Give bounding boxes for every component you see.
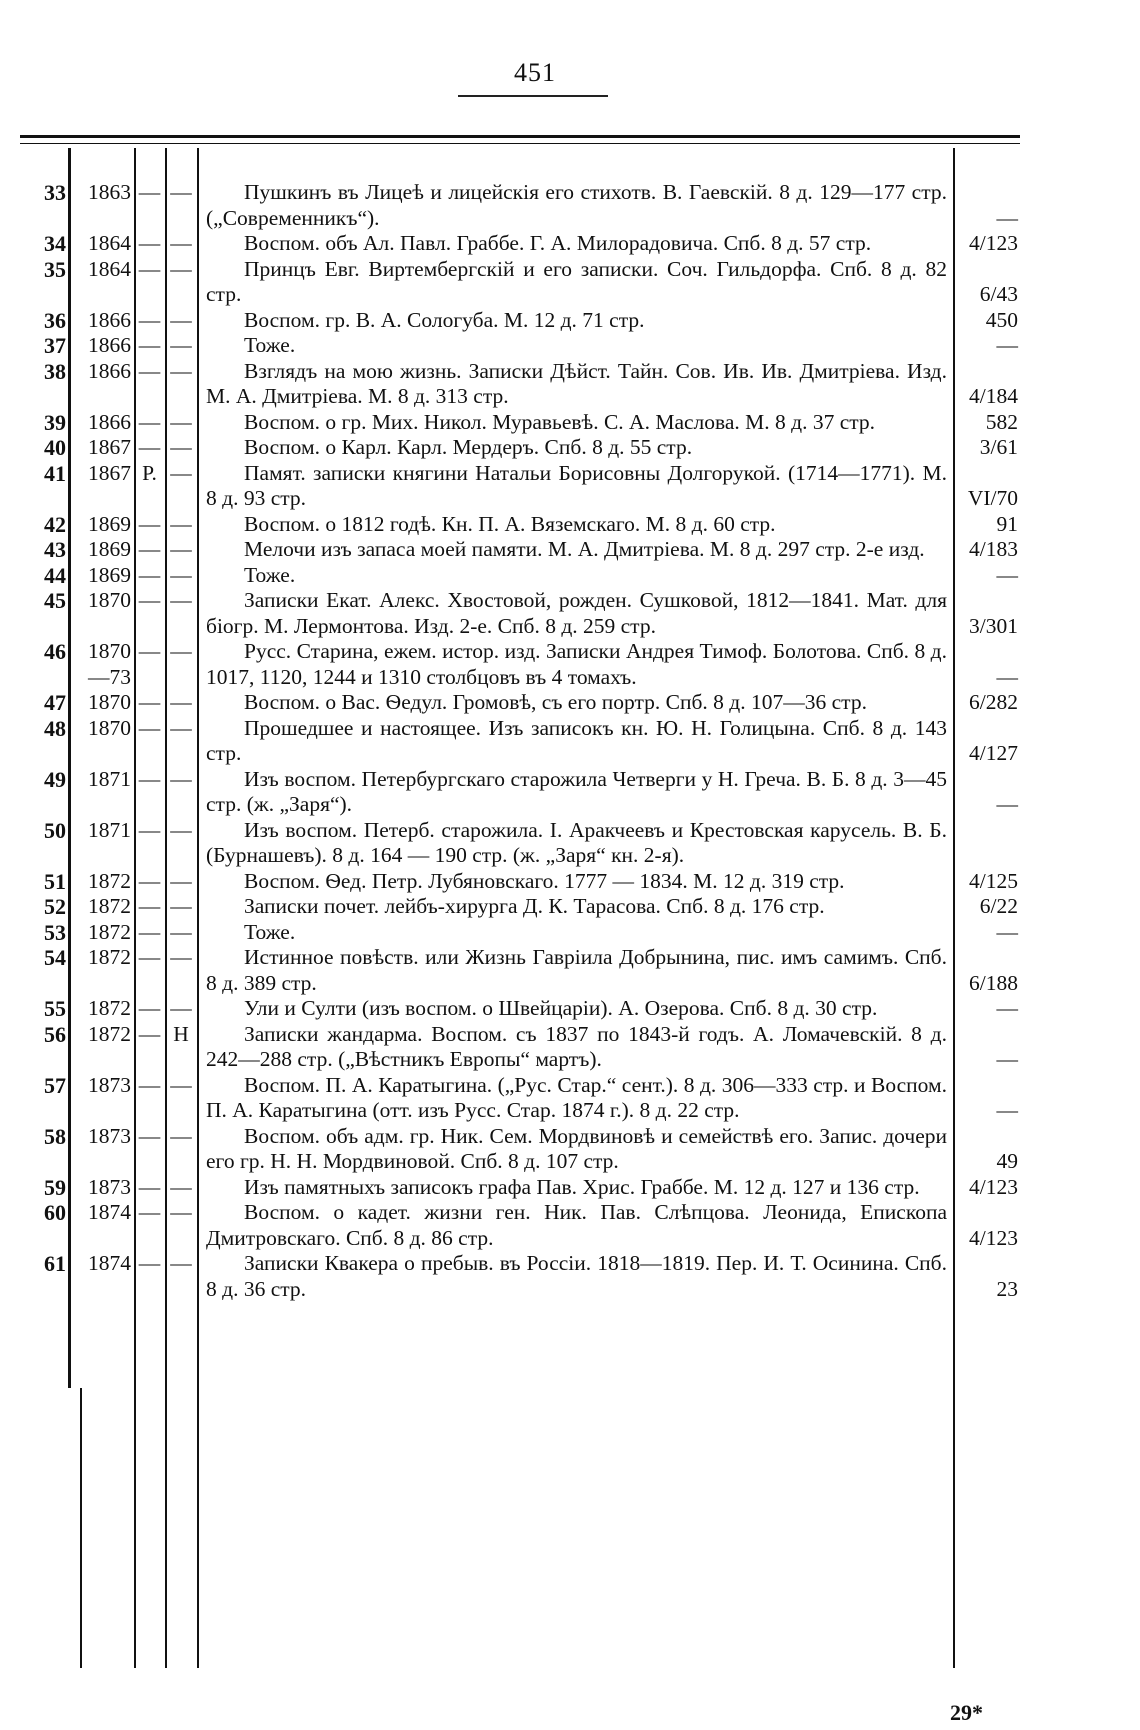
entry-mark-secondary: —	[170, 588, 192, 612]
entry-description: Изъ памятныхъ записокъ графа Пав. Хрис. Граббе. М. 12 д. 127 и 136 стр.	[244, 1174, 920, 1199]
bibliography-table	[0, 180, 1140, 1302]
table-row	[0, 1251, 1140, 1302]
entry-mark-secondary: —	[170, 894, 192, 918]
page-number-rule	[458, 95, 608, 97]
entry-mark-secondary: —	[170, 690, 192, 714]
entry-reference: —	[996, 664, 1018, 689]
entry-description: Записки Екат. Алекс. Хвостовой, рожден. Сушковой, 1812—1841. Мат. для біогр. М. Лермонтова. Изд. 2-е. Спб. 8 д. 259 стр.	[206, 588, 947, 638]
entry-number: 33	[44, 180, 66, 205]
entry-year: 1869	[88, 511, 131, 536]
entry-year: 1866	[88, 409, 131, 434]
entry-year: 1874	[88, 1251, 131, 1275]
entry-mark: —	[138, 894, 161, 918]
entry-year: 1872	[88, 894, 131, 918]
table-row	[0, 1200, 1140, 1251]
table-row	[0, 920, 1140, 946]
entry-mark-secondary: —	[170, 435, 192, 459]
table-row	[0, 1022, 1140, 1073]
entry-year: 1870—73	[88, 639, 131, 689]
entry-mark-secondary: —	[170, 333, 192, 357]
table-row	[0, 359, 1140, 410]
entry-number: 59	[44, 1174, 66, 1200]
printer-signature: 29*	[950, 1700, 983, 1725]
entry-description: Мелочи изъ запаса моей памяти. М. А. Дмитріева. М. 8 д. 297 стр. 2-е изд.	[244, 537, 925, 561]
entry-mark-secondary: —	[170, 231, 192, 255]
entry-mark: —	[138, 868, 161, 893]
entry-reference: 3/301	[969, 613, 1018, 638]
entry-mark-secondary: —	[170, 715, 192, 740]
entry-number: 45	[44, 588, 66, 613]
entry-mark: —	[138, 537, 161, 561]
table-row	[0, 537, 1140, 563]
entry-year: 1867	[88, 460, 131, 485]
entry-mark: —	[138, 256, 161, 281]
entry-year: 1872	[88, 1021, 131, 1046]
entry-reference: 4/125	[969, 868, 1018, 893]
entry-reference: 4/123	[969, 1225, 1018, 1250]
entry-mark: —	[138, 409, 161, 434]
entry-number: 37	[44, 333, 66, 358]
entry-year: 1869	[88, 562, 131, 587]
entry-reference: 6/188	[969, 970, 1018, 995]
entry-mark-secondary: —	[170, 945, 192, 969]
entry-year: 1870	[88, 588, 131, 612]
entry-number: 54	[44, 945, 66, 970]
entry-year: 1873	[88, 1123, 131, 1148]
entry-description: Изъ воспом. Петерб. старожила. І. Аракчеевъ и Крестовская карусель. В. Б. (Бурнашевъ). 8 д. 164 — 190 стр. (ж. „Заря“ кн. 2-я).	[206, 817, 947, 867]
entry-reference: 4/184	[969, 384, 1018, 408]
entry-number: 58	[44, 1123, 66, 1149]
entry-number: 53	[44, 919, 66, 945]
table-row	[0, 818, 1140, 869]
entry-number: 36	[44, 307, 66, 333]
entry-number: 35	[44, 256, 66, 282]
entry-description: Пушкинъ въ Лицеѣ и лицейскія его стихотв. В. Гаевскій. 8 д. 129—177 стр. („Современникъ“).	[206, 180, 947, 230]
entry-number: 40	[44, 435, 66, 460]
entry-mark-secondary: —	[170, 537, 192, 561]
entry-year: 1869	[88, 537, 131, 561]
table-row	[0, 767, 1140, 818]
entry-number: 57	[44, 1072, 66, 1098]
entry-reference: —	[996, 562, 1018, 587]
entry-reference: 91	[996, 511, 1018, 536]
table-row	[0, 588, 1140, 639]
entry-mark: —	[138, 817, 161, 842]
entry-mark: —	[138, 945, 161, 969]
entry-number: 38	[44, 358, 66, 384]
entry-number: 51	[44, 868, 66, 894]
entry-mark-secondary: —	[170, 562, 192, 587]
entry-number: 56	[44, 1021, 66, 1047]
table-row	[0, 257, 1140, 308]
entry-year: 1864	[88, 231, 131, 255]
entry-number: 46	[44, 639, 66, 664]
entry-description: Воспом. о Карл. Карл. Мердеръ. Спб. 8 д. 55 стр.	[244, 435, 693, 459]
table-row	[0, 512, 1140, 538]
header-rule	[20, 135, 1020, 144]
entry-mark-secondary: —	[170, 639, 192, 663]
entry-number: 61	[44, 1251, 66, 1276]
entry-mark: —	[138, 180, 161, 204]
table-row	[0, 410, 1140, 436]
entry-mark: —	[138, 435, 161, 459]
entry-reference: —	[996, 205, 1018, 230]
entry-mark: —	[138, 562, 161, 587]
entry-year: 1873	[88, 1174, 131, 1199]
entry-mark-secondary: —	[170, 996, 192, 1020]
entry-description: Записки жандарма. Воспом. съ 1837 по 1843-й годъ. А. Ломачевскій. 8 д. 242—288 стр. („Вѣстникъ Европы“ мартъ).	[206, 1021, 947, 1071]
entry-mark: —	[138, 511, 161, 536]
entry-mark: —	[138, 1174, 161, 1199]
table-row	[0, 639, 1140, 690]
table-row	[0, 308, 1140, 334]
entry-mark: —	[138, 358, 161, 383]
entry-number: 44	[44, 562, 66, 588]
entry-year: 1872	[88, 996, 131, 1020]
table-row	[0, 1175, 1140, 1201]
entry-mark-secondary: —	[170, 1174, 192, 1199]
entry-reference: 49	[996, 1149, 1018, 1173]
entry-description: Ули и Султи (изъ воспом. о Швейцаріи). А. Озерова. Спб. 8 д. 30 стр.	[244, 996, 878, 1020]
entry-description: Воспом. о гр. Мих. Никол. Муравьевѣ. С. А. Маслова. М. 8 д. 37 стр.	[244, 409, 876, 434]
table-row	[0, 690, 1140, 716]
entry-mark: —	[138, 1123, 161, 1148]
entry-reference: 4/183	[969, 537, 1018, 561]
entry-number: 47	[44, 690, 66, 715]
entry-description: Воспом. П. А. Каратыгина. („Рус. Стар.“ сент.). 8 д. 306—333 стр. и Воспом. П. А. Каратыгина (отт. изъ Русс. Стар. 1874 г.). 8 д. 22 стр.	[206, 1072, 947, 1122]
entry-reference: 4/123	[969, 1174, 1018, 1199]
table-row	[0, 996, 1140, 1022]
entry-mark: —	[138, 307, 161, 332]
entry-year: 1873	[88, 1072, 131, 1097]
table-row	[0, 894, 1140, 920]
entry-year: 1866	[88, 358, 131, 383]
entry-mark: —	[138, 1072, 161, 1097]
entry-mark: —	[138, 1200, 161, 1224]
entry-number: 49	[44, 766, 66, 792]
entry-description: Воспом. гр. В. А. Сологуба. М. 12 д. 71 стр.	[244, 307, 645, 332]
entry-number: 34	[44, 231, 66, 256]
entry-year: 1863	[88, 180, 131, 204]
entry-number: 41	[44, 460, 66, 486]
entry-mark-secondary: —	[170, 307, 192, 332]
entry-mark-secondary: —	[170, 256, 192, 281]
entry-mark-secondary: —	[170, 817, 192, 842]
entry-number: 42	[44, 511, 66, 537]
table-row	[0, 1124, 1140, 1175]
entry-year: 1867	[88, 435, 131, 459]
entry-mark-secondary: —	[170, 766, 192, 791]
entry-mark-secondary: —	[170, 868, 192, 893]
entry-description: Изъ воспом. Петербургскаго старожила Четверги у Н. Греча. В. Б. 8 д. 3—45 стр. (ж. „Заря“).	[206, 766, 947, 816]
entry-mark: —	[138, 715, 161, 740]
entry-mark: —	[138, 588, 161, 612]
entry-number: 55	[44, 996, 66, 1021]
entry-description: Воспом. объ Ал. Павл. Граббе. Г. А. Милорадовича. Спб. 8 д. 57 стр.	[244, 231, 872, 255]
entry-description: Воспом. Ѳед. Петр. Лубяновскаго. 1777 — 1834. М. 12 д. 319 стр.	[244, 868, 845, 893]
entry-year: 1866	[88, 307, 131, 332]
entry-mark-secondary: —	[170, 1072, 192, 1097]
entry-description: Истинное повѣств. или Жизнь Гавріила Добрынина, пис. имъ самимъ. Спб. 8 д. 389 стр.	[206, 945, 947, 995]
entry-mark-secondary: —	[170, 358, 192, 383]
entry-description: Тоже.	[244, 562, 296, 587]
entry-reference: 6/43	[979, 282, 1018, 306]
column-rule	[80, 1388, 82, 1668]
entry-description: Взглядъ на мою жизнь. Записки Дѣйст. Тайн. Сов. Ив. Ив. Дмитріева. Изд. М. А. Дмитріева. М. 8 д. 313 стр.	[206, 358, 947, 408]
entry-mark-secondary: Н	[173, 1021, 189, 1046]
entry-year: 1870	[88, 715, 131, 740]
entry-description: Тоже.	[244, 919, 296, 944]
entry-year: 1870	[88, 690, 131, 714]
entry-mark-secondary: —	[170, 409, 192, 434]
entry-number: 39	[44, 409, 66, 435]
entry-reference: 6/282	[969, 690, 1018, 714]
entry-description: Прошедшее и настоящее. Изъ записокъ кн. Ю. Н. Голицына. Спб. 8 д. 143 стр.	[206, 715, 947, 765]
entry-mark: —	[138, 1021, 161, 1046]
entry-mark-secondary: —	[170, 919, 192, 944]
entry-year: 1872	[88, 868, 131, 893]
entry-number: 50	[44, 817, 66, 843]
entry-description: Записки почет. лейбъ-хирурга Д. К. Тарасова. Спб. 8 д. 176 стр.	[244, 894, 825, 918]
page-number: 451	[514, 58, 556, 87]
table-row	[0, 1073, 1140, 1124]
entry-mark: —	[138, 231, 161, 255]
entry-description: Воспом. о 1812 годѣ. Кн. П. А. Вяземскаго. М. 8 д. 60 стр.	[244, 511, 776, 536]
entry-reference: —	[996, 792, 1018, 816]
entry-year: 1874	[88, 1200, 131, 1224]
entry-reference: 6/22	[979, 894, 1018, 918]
table-row	[0, 180, 1140, 231]
table-row	[0, 716, 1140, 767]
entry-reference: 450	[985, 307, 1018, 332]
entry-reference: 4/123	[969, 231, 1018, 255]
entry-reference: —	[996, 1098, 1018, 1122]
entry-reference: —	[996, 1047, 1018, 1071]
entry-reference: —	[996, 996, 1018, 1020]
entry-mark: —	[138, 639, 161, 663]
entry-year: 1866	[88, 333, 131, 357]
entry-mark: —	[138, 766, 161, 791]
entry-description: Памят. записки княгини Натальи Борисовны Долгорукой. (1714—1771). М. 8 д. 93 стр.	[206, 460, 947, 510]
entry-reference: 4/127	[969, 741, 1018, 765]
table-row	[0, 869, 1140, 895]
entry-number: 43	[44, 537, 66, 562]
entry-mark: Р.	[142, 460, 157, 485]
entry-reference: —	[996, 333, 1018, 357]
table-row	[0, 461, 1140, 512]
entry-reference: VI/70	[967, 486, 1018, 510]
entry-mark-secondary: —	[170, 1200, 192, 1224]
entry-reference: 3/61	[979, 435, 1018, 459]
entry-description: Русс. Старина, ежем. истор. изд. Записки Андрея Тимоф. Болотова. Спб. 8 д. 1017, 1120, 1244 и 1310 столбцовъ въ 4 томахъ.	[206, 639, 947, 689]
entry-description: Тоже.	[244, 333, 296, 357]
entry-mark: —	[138, 1251, 161, 1275]
entry-reference: 582	[985, 409, 1018, 434]
entry-mark: —	[138, 690, 161, 714]
entry-year: 1871	[88, 766, 131, 791]
entry-year: 1872	[88, 945, 131, 969]
entry-mark: —	[138, 919, 161, 944]
entry-mark-secondary: —	[170, 180, 192, 204]
entry-year: 1871	[88, 817, 131, 842]
table-row	[0, 333, 1140, 359]
entry-description: Воспом. о Вас. Ѳедул. Громовѣ, съ его портр. Спб. 8 д. 107—36 стр.	[244, 690, 867, 714]
entry-number: 48	[44, 715, 66, 741]
table-row	[0, 231, 1140, 257]
entry-mark: —	[138, 996, 161, 1020]
entry-mark: —	[138, 333, 161, 357]
entry-description: Принцъ Евг. Виртембергскій и его записки. Соч. Гильдорфа. Спб. 8 д. 82 стр.	[206, 256, 947, 306]
entry-reference: 23	[996, 1276, 1018, 1301]
entry-year: 1872	[88, 919, 131, 944]
entry-description: Записки Квакера о пребыв. въ Россіи. 1818—1819. Пер. И. Т. Осинина. Спб. 8 д. 36 стр.	[206, 1251, 947, 1301]
entry-year: 1864	[88, 256, 131, 281]
entry-description: Воспом. о кадет. жизни ген. Ник. Пав. Слѣпцова. Леонида, Епископа Дмитровскаго. Спб. 8 д. 86 стр.	[206, 1200, 947, 1250]
entry-number: 60	[44, 1200, 66, 1225]
entry-mark-secondary: —	[170, 460, 192, 485]
entry-reference: —	[996, 919, 1018, 944]
entry-mark-secondary: —	[170, 1123, 192, 1148]
entry-mark-secondary: —	[170, 511, 192, 536]
entry-mark-secondary: —	[170, 1251, 192, 1275]
entry-number: 52	[44, 894, 66, 919]
table-row	[0, 435, 1140, 461]
table-row	[0, 945, 1140, 996]
table-row	[0, 563, 1140, 589]
entry-description: Воспом. объ адм. гр. Ник. Сем. Мордвиновѣ и семействѣ его. Запис. дочери его гр. Н. Н. Мордвиновой. Спб. 8 д. 107 стр.	[206, 1123, 947, 1173]
